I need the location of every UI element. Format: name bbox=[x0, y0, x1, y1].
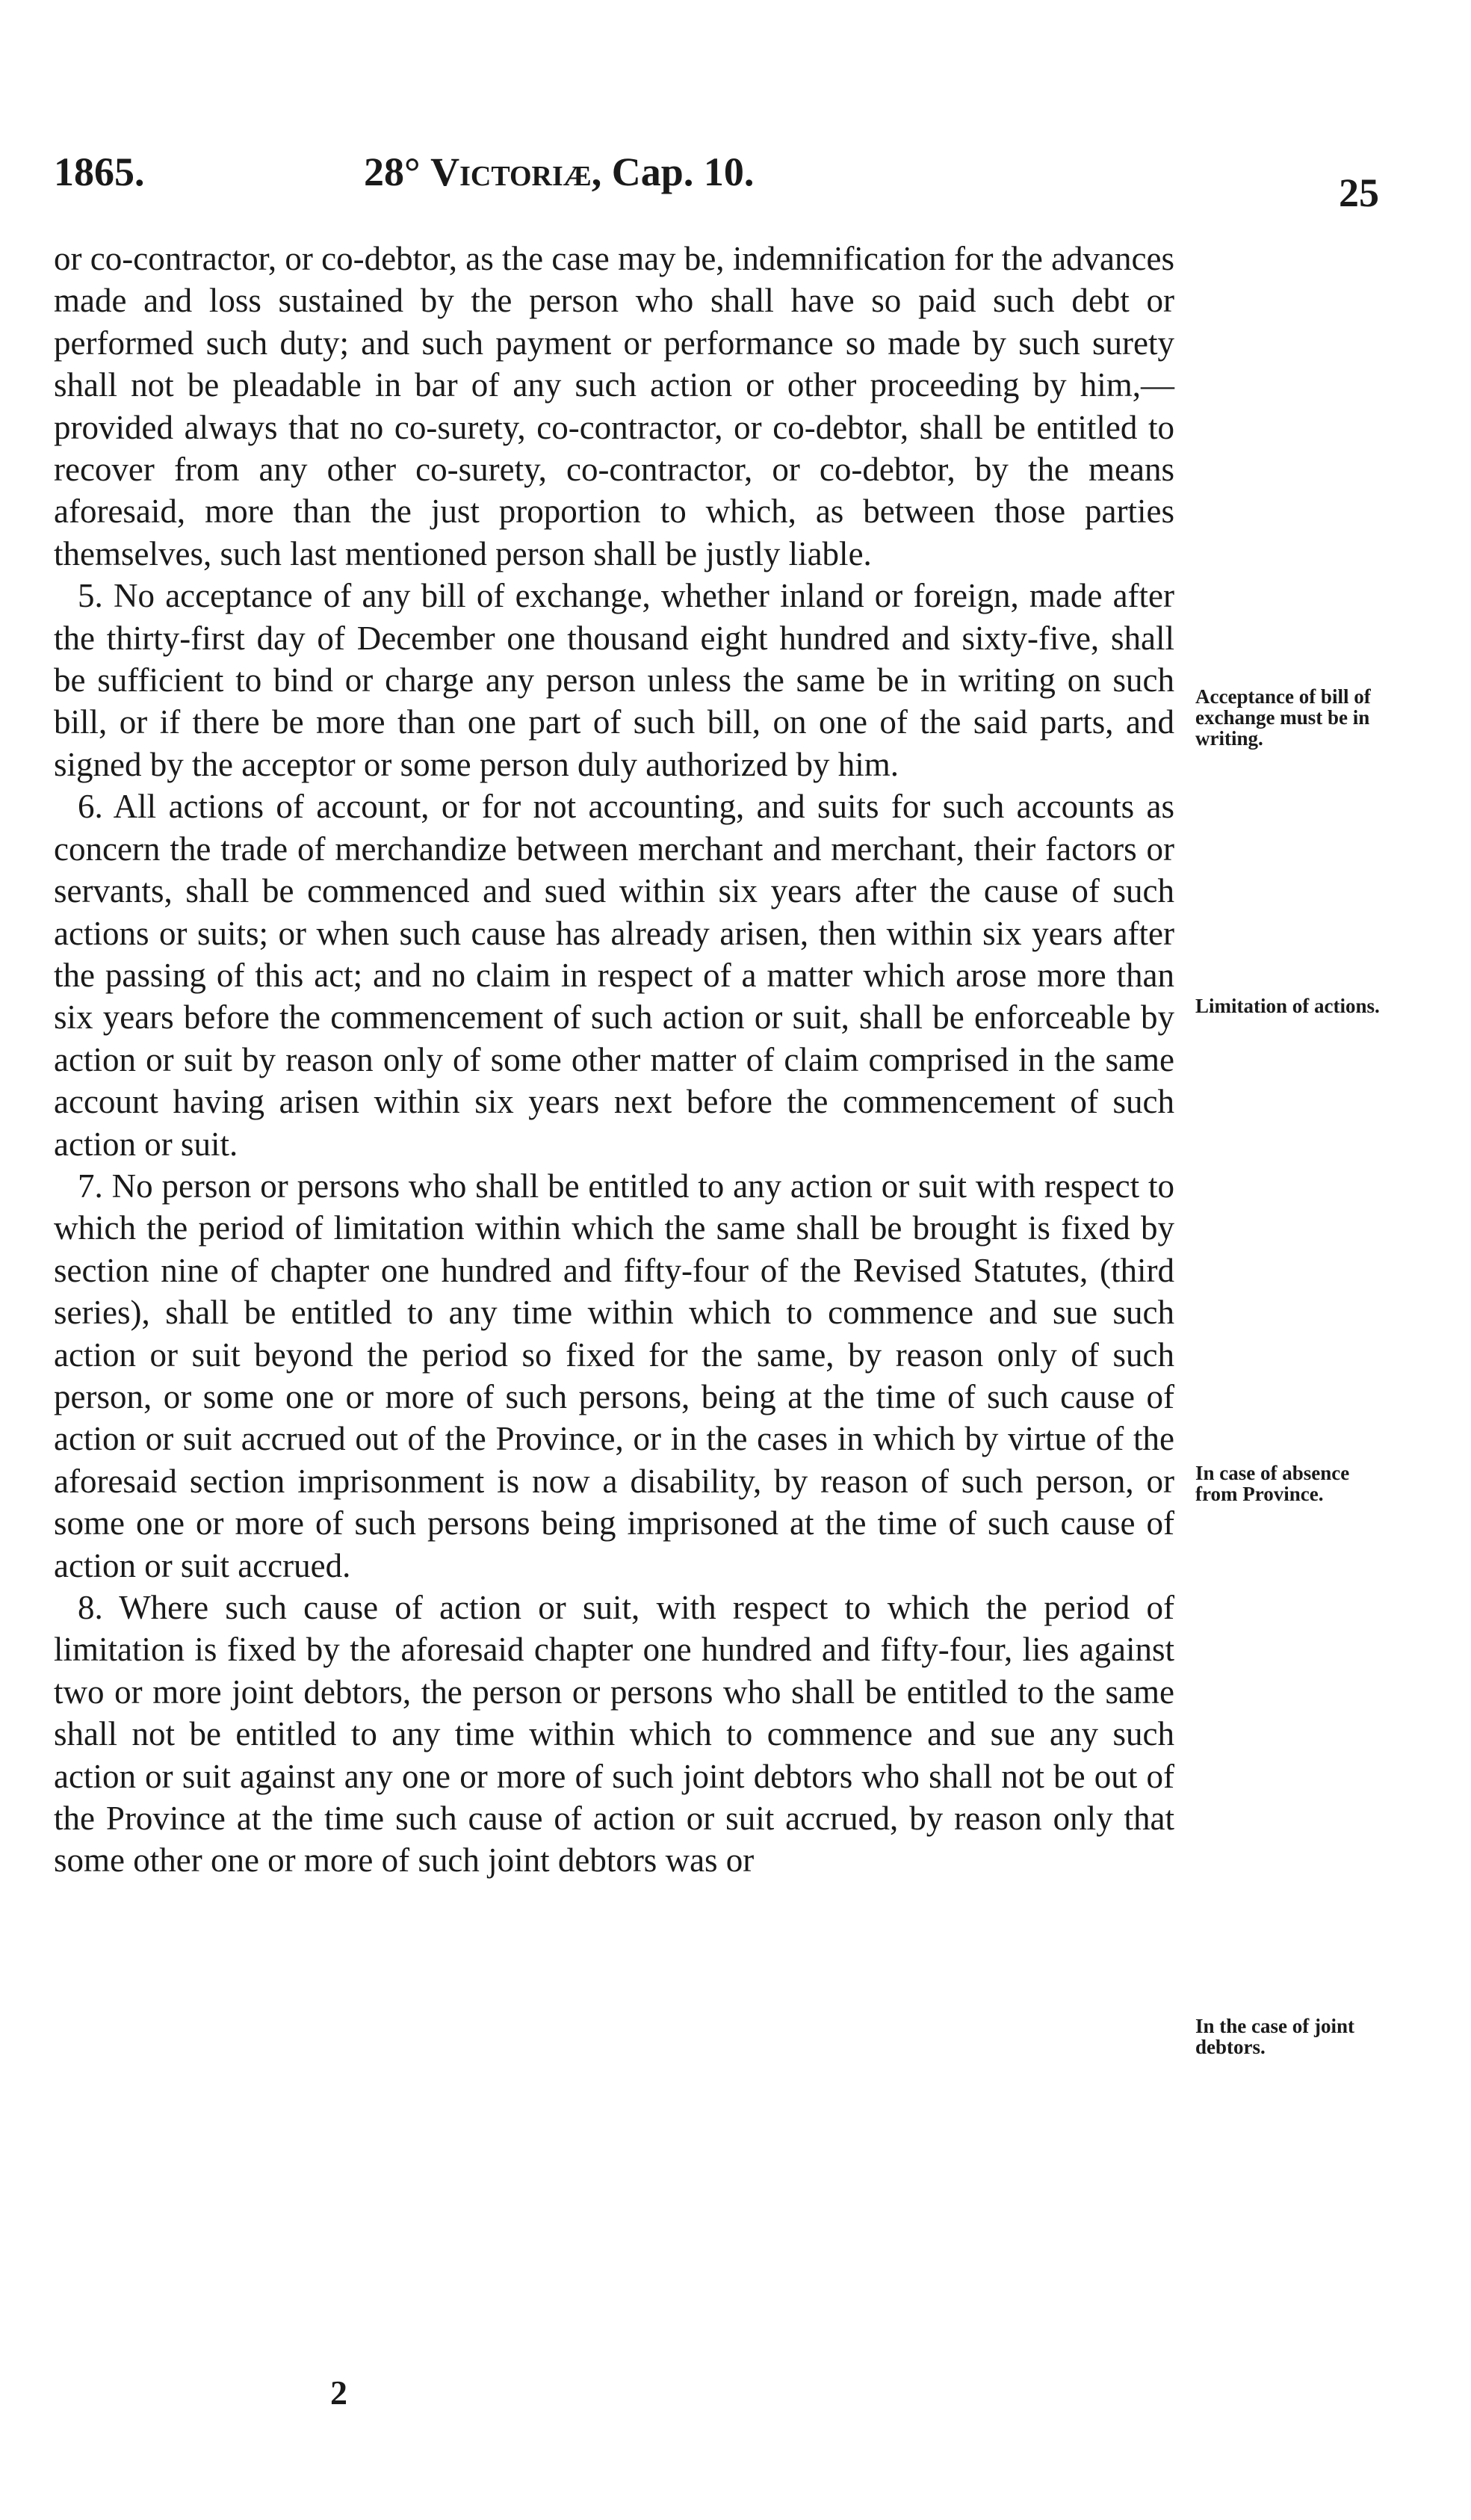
section-number: 5. bbox=[78, 577, 103, 615]
section-text: Where such cause of action or suit, with respect to which the period of limitation is fixed by the aforesaid chapter one hundred and fifty-four, lies against two or more joint debtors, the person or persons who shall be entitled to the same shall not be entitled to any time within which to commence and sue any such action or suit against any one or more of such joint debtors who shall not be out of the Province at the time such cause of action or suit accrued, by reason only that some other one or more of such joint debtors was or bbox=[54, 1589, 1174, 1880]
section-number: 6. bbox=[78, 788, 103, 826]
section-6 bbox=[54, 785, 1174, 1165]
paragraph-continuation bbox=[54, 238, 1174, 575]
section-number: 8. bbox=[78, 1589, 103, 1626]
marginal-note-absence: In case of absence from Province. bbox=[1195, 1462, 1350, 1505]
marginal-note-limitation: Limitation of actions. bbox=[1195, 995, 1380, 1017]
header-title-degree: ° bbox=[404, 149, 421, 194]
statute-text bbox=[54, 238, 1174, 1882]
running-head bbox=[54, 142, 1399, 215]
marginal-note-acceptance: Acceptance of bill of exchange must be in writing. bbox=[1195, 685, 1371, 750]
header-title bbox=[364, 142, 754, 202]
header-title-name: Victoriæ, bbox=[430, 149, 602, 194]
section-number: 7. bbox=[78, 1167, 103, 1205]
section-text: All actions of account, or for not accounting, and suits for such accounts as concern the trade of merchandize between merchant and merchant, their factors or servants, shall be commenced and sued within six years after the cause of such actions or suits; or when such cause has already arisen, then within six years after the passing of this act; and no claim in respect of a matter which arose more than six years before the commencement of such action or suit, shall be enforceable by action or suit by reason only of some other matter of claim comprised in the same account having arisen within six years next before the commencement of such action or suit. bbox=[54, 788, 1174, 1163]
signature-mark: 2 bbox=[330, 2374, 347, 2412]
section-text: No person or persons who shall be entitled to any action or suit with respect to which the period of limitation within which the same shall be brought is fixed by section nine of chapter one hundred and fifty-four of the Revised Statutes, (third series), shall be entitled to any time within which to commence and sue such action or suit beyond the period so fixed for the same, by reason only of such person, or some one or more of such persons, being at the time of such cause of action or suit accrued out of the Province, or in the cases in which by virtue of the aforesaid section imprisonment is now a disability, by reason of such person, or some one or more of such persons being imprisoned at the time of such cause of action or suit accrued. bbox=[54, 1167, 1175, 1584]
section-7 bbox=[54, 1165, 1174, 1587]
marginal-note-joint-debtors: In the case of joint debtors. bbox=[1195, 2015, 1354, 2058]
paragraph-text: or co-contractor, or co-debtor, as the case may be, indemnification for the advances made and loss sustained by the person who shall have so paid such debt or performed such duty; and such payment or performance so made by such surety shall not be pleadable in bar of any such action or other proceeding by him,—provided always that no co-surety, co-contractor, or co-debtor, shall be entitled to recover from any other co-surety, co-contractor, or co-debtor, by the means aforesaid, more than the just proportion to which, as between those parties themselves, such last mentioned person shall be justly liable. bbox=[54, 240, 1174, 572]
header-title-cap: Cap. 10. bbox=[611, 149, 755, 194]
header-year: 1865. bbox=[54, 149, 145, 194]
section-8 bbox=[54, 1587, 1174, 1882]
section-5 bbox=[54, 575, 1174, 785]
section-text: No acceptance of any bill of exchange, whether inland or foreign, made after the thirty-first day of December one thousand eight hundred and sixty-five, shall be sufficient to bind or charge any person unless the same be in writing on such bill, or if there be more than one part of such bill, on one of the said parts, and signed by the acceptor or some person duly authorized by him. bbox=[54, 577, 1175, 783]
page-number: 25 bbox=[1339, 170, 1379, 215]
header-title-prefix: 28 bbox=[364, 149, 404, 194]
